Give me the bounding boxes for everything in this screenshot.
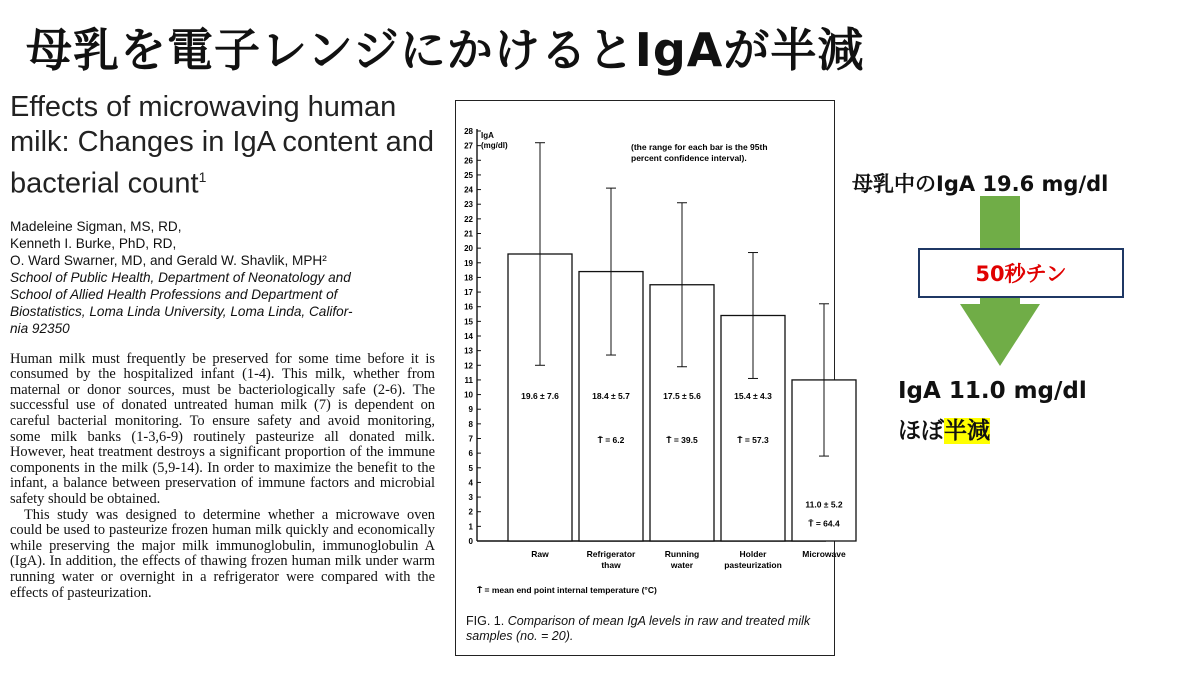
y-tick-label: 14: [464, 332, 473, 341]
y-tick-label: 23: [464, 200, 473, 210]
y-tick-label: 13: [464, 346, 473, 356]
result-iga-text: IgA 11.0 mg/dl: [898, 378, 1087, 404]
y-tick-label: 3: [468, 493, 473, 503]
paper-title: Effects of microwaving human milk: Changes in IgA content and bacterial count$^1$: [10, 91, 434, 200]
y-tick-label: 10: [464, 390, 473, 400]
result-summary: [898, 412, 990, 445]
paper-title-note: 1: [198, 169, 207, 185]
y-tick-label: 24: [464, 185, 473, 195]
body-paragraph: This study was designed to determine whether a microwave oven could be used to pasteurize frozen human milk quickly and economically while preserving the major milk immunoglobulin, immunoglobulin A (IgA). In addition, the effects of thawing frozen human milk under warm running water or overnight in a refrigerator were compared with the effects of pasteurization.: [10, 506, 435, 601]
chart-note: percent confidence interval).: [631, 153, 747, 163]
figure-panel: [455, 100, 846, 656]
affiliation-line: School of Allied Health Professions and Department of: [10, 286, 338, 302]
y-tick-label: 6: [468, 449, 473, 459]
y-tick-label: 19: [464, 258, 473, 268]
bar-value-label: 17.5 ± 5.6: [663, 390, 701, 401]
y-tick-label: 5: [468, 463, 473, 473]
y-tick-label: 21: [464, 229, 473, 239]
y-tick-label: 22: [464, 214, 473, 224]
x-category-label: Microwave: [802, 549, 846, 559]
x-category-label: Refrigerator: [586, 549, 636, 559]
y-tick-label: 4: [468, 478, 473, 488]
y-tick-label: 7: [468, 434, 473, 444]
caption-text: Comparison of mean IgA levels in raw and treated milk samples (no. = 20).: [466, 614, 811, 643]
paper-body: [10, 352, 435, 602]
slide-title: 母乳を電子レンジにかけるとIgAが半減: [26, 23, 865, 77]
body-paragraph: Human milk must frequently be preserved for some time before it is consumed by the hospitalized infant (1-4). This milk, whether from maternal or donor sources, must be bacteriologically safe (2-6). The successful use of donated untreated human milk (7) is dependent on careful bacterial monitoring. To ensure safety and avoid monitoring, some milk banks (1-3,6-9) routinely pasteurize all donated milk. However, heat treatment destroys a significant proportion of the immune components in the milk (5,9-14). In order to maximize the benefit to the infant, a balance between preservation of immune factors and microbial safety should be obtained.: [10, 350, 435, 507]
x-category-label: pasteurization: [724, 560, 782, 570]
y-tick-label: 0: [468, 537, 473, 546]
chart-legend: T̄ = mean end point internal temperature (°C): [477, 585, 657, 595]
author-line: Madeleine Sigman, MS, RD,: [10, 218, 182, 234]
bar-temp-label: T̄ = 57.3: [737, 434, 769, 445]
microwave-step-label: 50秒チン: [975, 262, 1067, 286]
y-tick-label: 1: [468, 522, 473, 532]
y-axis-label: IgA: [481, 131, 494, 140]
x-category-label: water: [670, 560, 694, 570]
original-iga-text: 母乳中のIgA 19.6 mg/dl: [852, 172, 1109, 196]
x-category-label: Holder: [739, 549, 767, 559]
caption-label: FIG. 1.: [466, 614, 505, 628]
author-line: O. Ward Swarner, MD, and Gerald W. Shavlik, MPH²: [10, 252, 327, 268]
halved-highlight: 半減: [944, 418, 990, 444]
y-tick-label: 28: [464, 127, 473, 136]
paper-authors: [10, 218, 435, 337]
y-tick-label: 11: [464, 375, 473, 385]
affiliation-line: School of Public Health, Department of Neonatology and: [10, 269, 351, 285]
y-tick-label: 27: [464, 141, 473, 151]
y-tick-label: 26: [464, 156, 473, 166]
bar-temp-label: T̄ = 6.2: [597, 434, 625, 445]
result-prefix: ほぼ: [898, 418, 944, 444]
y-tick-label: 15: [464, 317, 473, 327]
y-tick-label: 12: [464, 361, 473, 371]
bar-value-label: 11.0 ± 5.2: [805, 499, 843, 510]
y-tick-label: 8: [468, 419, 473, 429]
x-category-label: Raw: [531, 549, 549, 559]
bar-value-label: 18.4 ± 5.7: [592, 390, 630, 401]
affiliation-line: nia 92350: [10, 320, 70, 336]
paper-excerpt: [10, 90, 435, 601]
bar-temp-label: T̄ = 64.4: [808, 518, 840, 529]
bar-value-label: 15.4 ± 4.3: [734, 390, 772, 401]
x-category-label: thaw: [601, 560, 621, 570]
y-tick-label: 25: [464, 170, 473, 180]
affiliation-line: Biostatistics, Loma Linda University, Loma Linda, Califor-: [10, 303, 353, 319]
y-tick-label: 16: [464, 302, 473, 312]
y-tick-label: 20: [464, 244, 473, 254]
y-tick-label: 9: [468, 405, 473, 415]
y-tick-label: 17: [464, 288, 473, 298]
y-tick-label: 2: [468, 507, 473, 517]
bar-temp-label: T̄ = 39.5: [666, 434, 698, 445]
x-category-label: Running: [664, 549, 700, 559]
bar-value-label: 19.6 ± 7.6: [521, 390, 559, 401]
microwave-step-box: [918, 248, 1124, 298]
author-line: Kenneth I. Burke, PhD, RD,: [10, 235, 177, 251]
y-tick-label: 18: [464, 273, 473, 283]
iga-bar-chart: [456, 101, 846, 611]
chart-note: (the range for each bar is the 95th: [631, 142, 768, 152]
y-axis-label: (mg/dl): [481, 141, 508, 150]
figure-caption: [466, 614, 826, 644]
